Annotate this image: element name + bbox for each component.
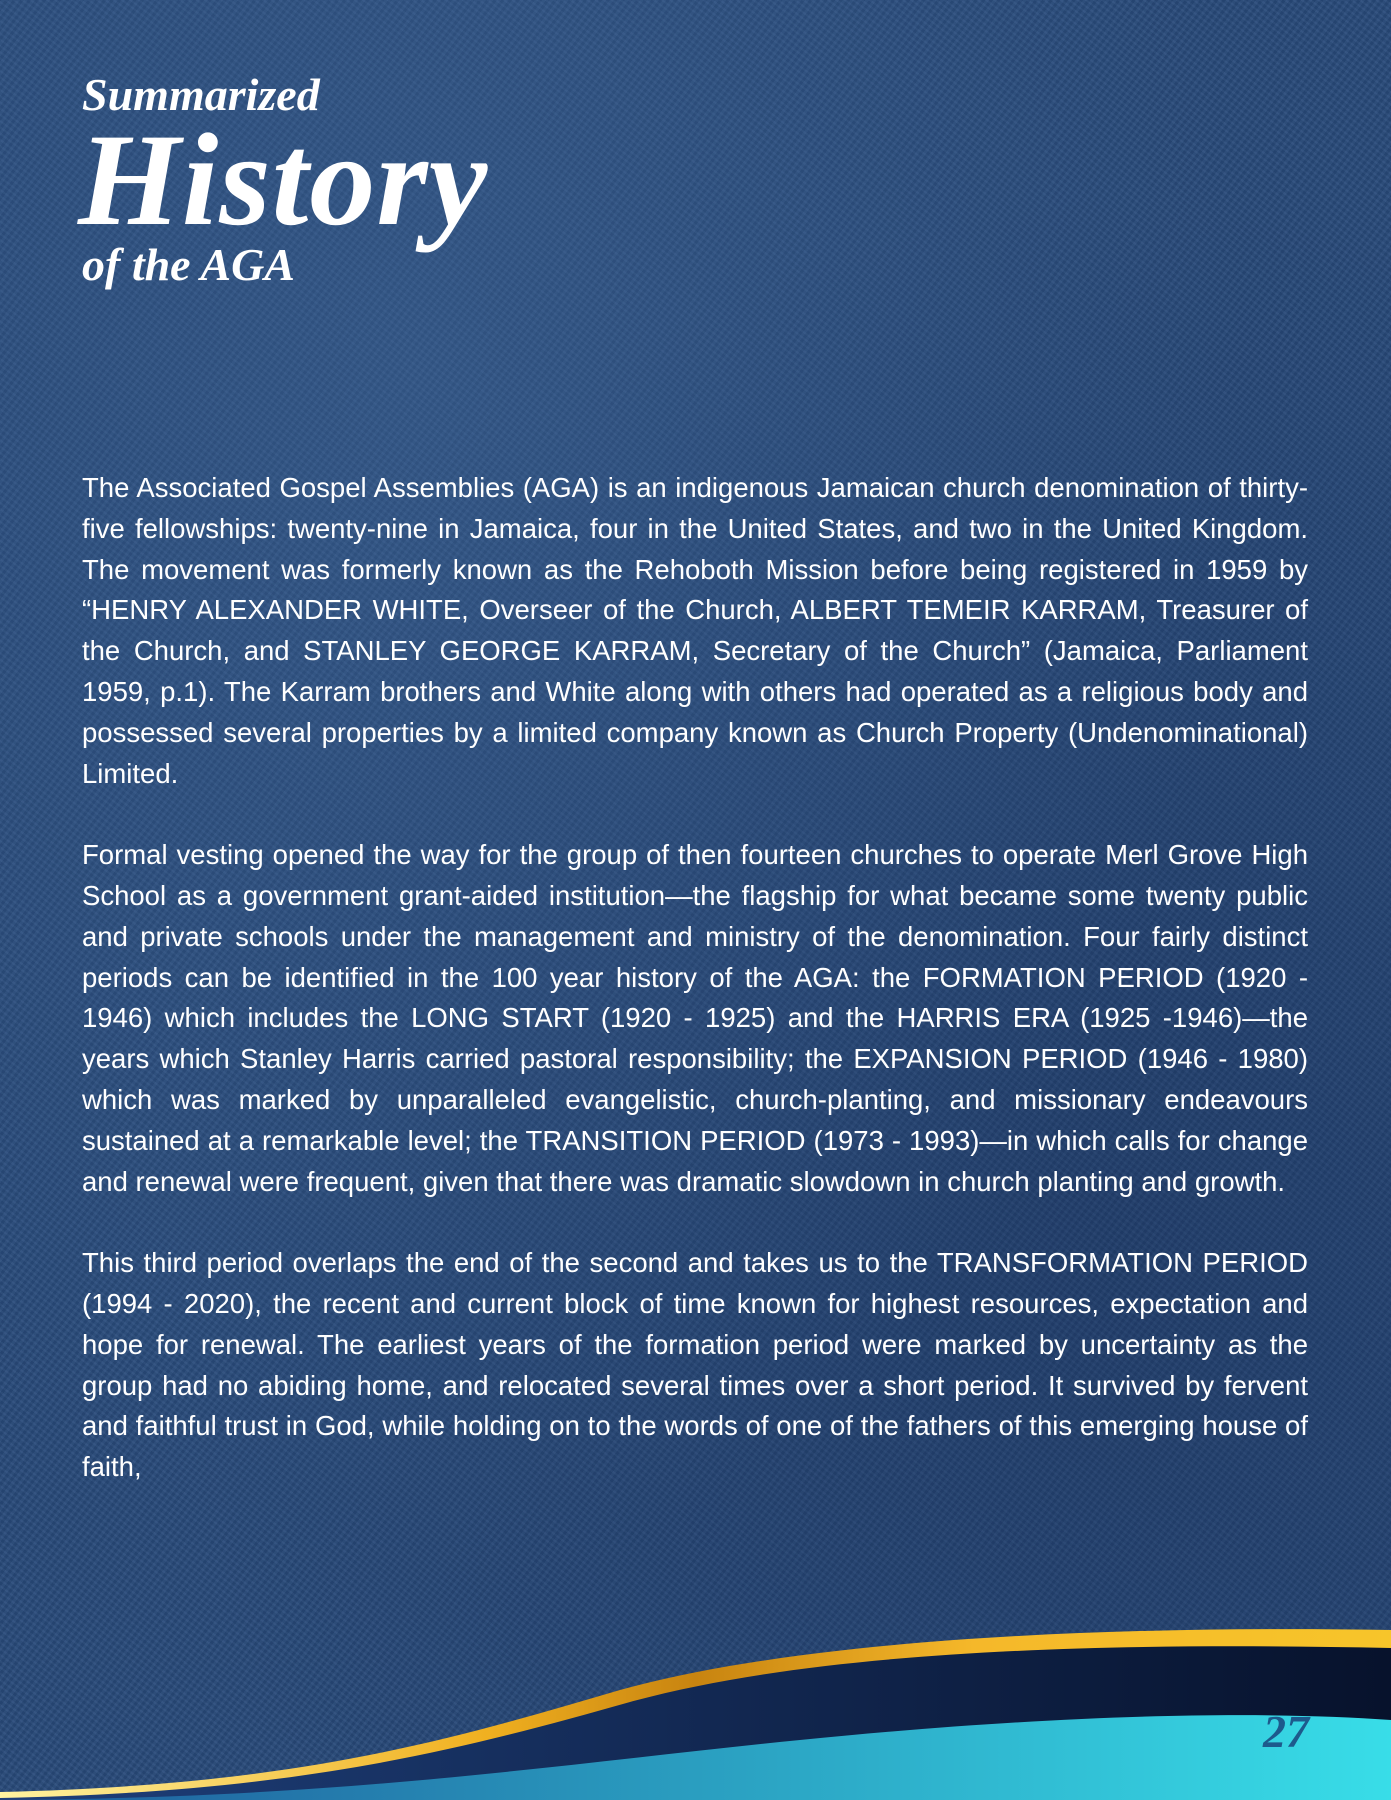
- page-number: 27: [1263, 1706, 1309, 1757]
- paragraph: This third period overlaps the end of the second and takes us to the TRANSFORMATION PERIOD (1994 - 2020), the recent and current block of time known for highest resources, expectation and hope for renewal. The earliest years of the formation period were marked by uncertainty as the group had no abiding home, and relocated several times over a short period. It survived by fervent and faithful trust in God, while holding on to the words of one of the fathers of this emerging house of faith,: [82, 1247, 1308, 1483]
- page-title: [78, 69, 489, 290]
- title-history: History: [78, 106, 489, 253]
- decorative-wave-footer: [0, 1570, 1391, 1800]
- title-of-the-aga: of the AGA: [82, 239, 295, 290]
- paragraph: Formal vesting opened the way for the group of then fourteen churches to operate Merl Grove High School as a government grant-aided institution—the flagship for what became some twenty public and private schools under the management and ministry of the denomination. Four fairly distinct periods can be identified in the 100 year history of the AGA: the FORMATION PERIOD (1920 - 1946) which includes the LONG START (1920 - 1925) and the HARRIS ERA (1925 -1946)—the years which Stanley Harris carried pastoral responsibility; the EXPANSION PERIOD (1946 - 1980) which was marked by unparalleled evangelistic, church-planting, and missionary endeavours sustained at a remarkable level; the TRANSITION PERIOD (1973 - 1993)—in which calls for change and renewal were frequent, given that there was dramatic slowdown in church planting and growth.: [82, 839, 1308, 1197]
- title-summarized: Summarized: [82, 69, 320, 120]
- article-body: [82, 468, 1308, 1529]
- paragraph: The Associated Gospel Assemblies (AGA) is an indigenous Jamaican church denomination of thirty-five fellowships: twenty-nine in Jamaica, four in the United States, and two in the United Kingdom. The movement was formerly known as the Rehoboth Mission before being registered in 1959 by “HENRY ALEXANDER WHITE, Overseer of the Church, ALBERT TEMEIR KARRAM, Treasurer of the Church, and STANLEY GEORGE KARRAM, Secretary of the Church” (Jamaica, Parliament 1959, p.1). The Karram brothers and White along with others had operated as a religious body and possessed several properties by a limited company known as Church Property (Undenominational) Limited.: [82, 472, 1308, 789]
